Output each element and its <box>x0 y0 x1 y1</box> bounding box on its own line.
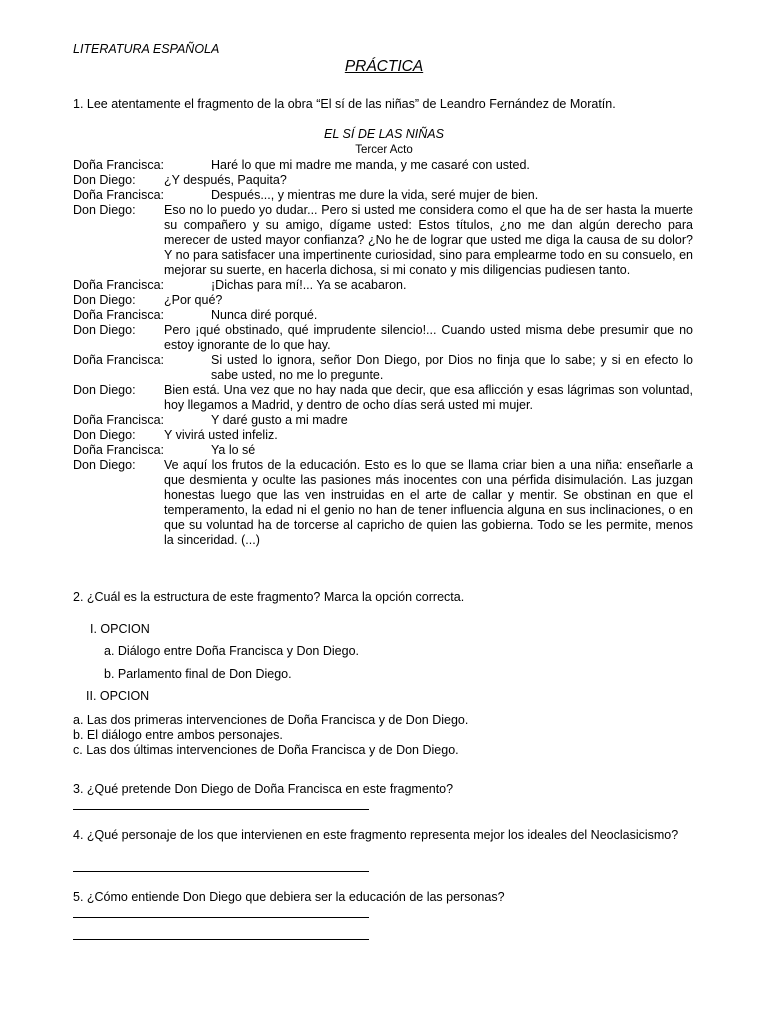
line-text: Ya lo sé <box>211 443 256 457</box>
line-text: ¿Por qué? <box>164 293 223 307</box>
dialogue-line <box>73 383 693 413</box>
line-text: Y vivirá usted infeliz. <box>164 428 278 442</box>
question-5: 5. ¿Cómo entiende Don Diego que debiera ser la educación de las personas? <box>73 890 505 904</box>
question-3: 3. ¿Qué pretende Don Diego de Doña Francisca en este fragmento? <box>73 782 454 796</box>
dialogue-line <box>73 458 693 548</box>
option-2-c: c. Las dos últimas intervenciones de Doña Francisca y de Don Diego. <box>73 743 459 757</box>
speaker: Doña Francisca: <box>73 188 165 202</box>
speaker: Don Diego: <box>73 383 136 397</box>
option-2-a: a. Las dos primeras intervenciones de Doña Francisca y de Don Diego. <box>73 713 469 727</box>
dialogue-line <box>73 323 693 353</box>
option-1-b: b. Parlamento final de Don Diego. <box>104 667 292 681</box>
dialogue-line <box>73 353 693 383</box>
line-text: Si usted lo ignora, señor Don Diego, por Dios no finja que lo sabe; y si en efecto lo sabe usted, no me lo pregunte. <box>211 353 693 382</box>
play-title: EL SÍ DE LAS NIÑAS <box>324 127 444 141</box>
option-1-a: a. Diálogo entre Doña Francisca y Don Diego. <box>104 644 359 658</box>
speaker: Don Diego: <box>73 428 136 442</box>
page-title: PRÁCTICA <box>344 58 424 75</box>
act-label: Tercer Acto <box>355 144 413 156</box>
dialogue-line <box>73 428 693 443</box>
answer-line-3[interactable] <box>73 809 369 810</box>
line-text: ¡Dichas para mí!... Ya se acabaron. <box>211 278 407 292</box>
option-2-heading: II. OPCION <box>86 689 150 703</box>
answer-line-4[interactable] <box>73 871 369 872</box>
line-text: ¿Y después, Paquita? <box>164 173 287 187</box>
speaker: Doña Francisca: <box>73 158 165 172</box>
answer-line-5b[interactable] <box>73 939 369 940</box>
speaker: Doña Francisca: <box>73 278 165 292</box>
line-text: Pero ¡qué obstinado, qué imprudente silencio!... Cuando usted misma debe presumir que no estoy ignorante de lo que hay. <box>164 323 693 352</box>
dialogue-line <box>73 443 693 458</box>
speaker: Doña Francisca: <box>73 308 165 322</box>
dialogue-line <box>73 203 693 278</box>
line-text: Y daré gusto a mi madre <box>211 413 348 427</box>
option-2-b: b. El diálogo entre ambos personajes. <box>73 728 283 742</box>
line-text: Ve aquí los frutos de la educación. Esto es lo que se llama criar bien a una niña: enseñarle a que desmienta y oculte las pasiones más inocentes con una pérfida disimulación. Las juzgan honestas luego que las ven instruidas en el arte de callar y mentir. Se obstinan en que el temperamento, la edad ni el genio no han de tener influencia alguna en sus inclinaciones, o en que su voluntad ha de torcerse al capricho de quien las gobierna. Todo se les permite, menos la sinceridad. (...) <box>164 458 693 547</box>
dialogue-line <box>73 173 693 188</box>
speaker: Doña Francisca: <box>73 413 165 427</box>
answer-line-5a[interactable] <box>73 917 369 918</box>
line-text: Bien está. Una vez que no hay nada que decir, que esa aflicción y esas lágrimas son voluntad, hoy llegamos a Madrid, y dentro de ocho días será usted mi mujer. <box>164 383 693 412</box>
speaker: Don Diego: <box>73 323 136 337</box>
line-text: Después..., y mientras me dure la vida, seré mujer de bien. <box>211 188 539 202</box>
dialogue-fragment <box>73 158 693 548</box>
speaker: Don Diego: <box>73 293 136 307</box>
speaker: Don Diego: <box>73 458 136 472</box>
course-header: LITERATURA ESPAÑOLA <box>73 42 220 56</box>
question-4: 4. ¿Qué personaje de los que intervienen en este fragmento representa mejor los ideales del Neoclasicismo? <box>73 828 679 842</box>
speaker: Don Diego: <box>73 203 136 217</box>
dialogue-line <box>73 413 693 428</box>
option-1-heading: I. OPCION <box>90 622 150 636</box>
line-text: Nunca diré porqué. <box>211 308 318 322</box>
dialogue-line <box>73 158 693 173</box>
dialogue-line <box>73 308 693 323</box>
dialogue-line <box>73 278 693 293</box>
dialogue-line <box>73 293 693 308</box>
speaker: Doña Francisca: <box>73 443 165 457</box>
line-text: Haré lo que mi madre me manda, y me casaré con usted. <box>211 158 530 172</box>
question-1: 1. Lee atentamente el fragmento de la obra “El sí de las niñas” de Leandro Fernández de Moratín. <box>73 97 616 111</box>
speaker: Doña Francisca: <box>73 353 165 367</box>
question-2: 2. ¿Cuál es la estructura de este fragmento? Marca la opción correcta. <box>73 590 465 604</box>
dialogue-line <box>73 188 693 203</box>
line-text: Eso no lo puedo yo dudar... Pero si usted me considera como el que ha de ser hasta la muerte su compañero y su amigo, dígame usted: Estos títulos, ¿no me dan algún derecho para merecer de usted mayor confianza? ¿No he de lograr que usted me diga la causa de su dolor? Y no para satisfacer una impertinente curiosidad, sino para emplearme todo en su consuelo, en mejorar su suerte, en hacerla dichosa, si mi conato y mis diligencias pudiesen tanto. <box>164 203 693 277</box>
speaker: Don Diego: <box>73 173 136 187</box>
